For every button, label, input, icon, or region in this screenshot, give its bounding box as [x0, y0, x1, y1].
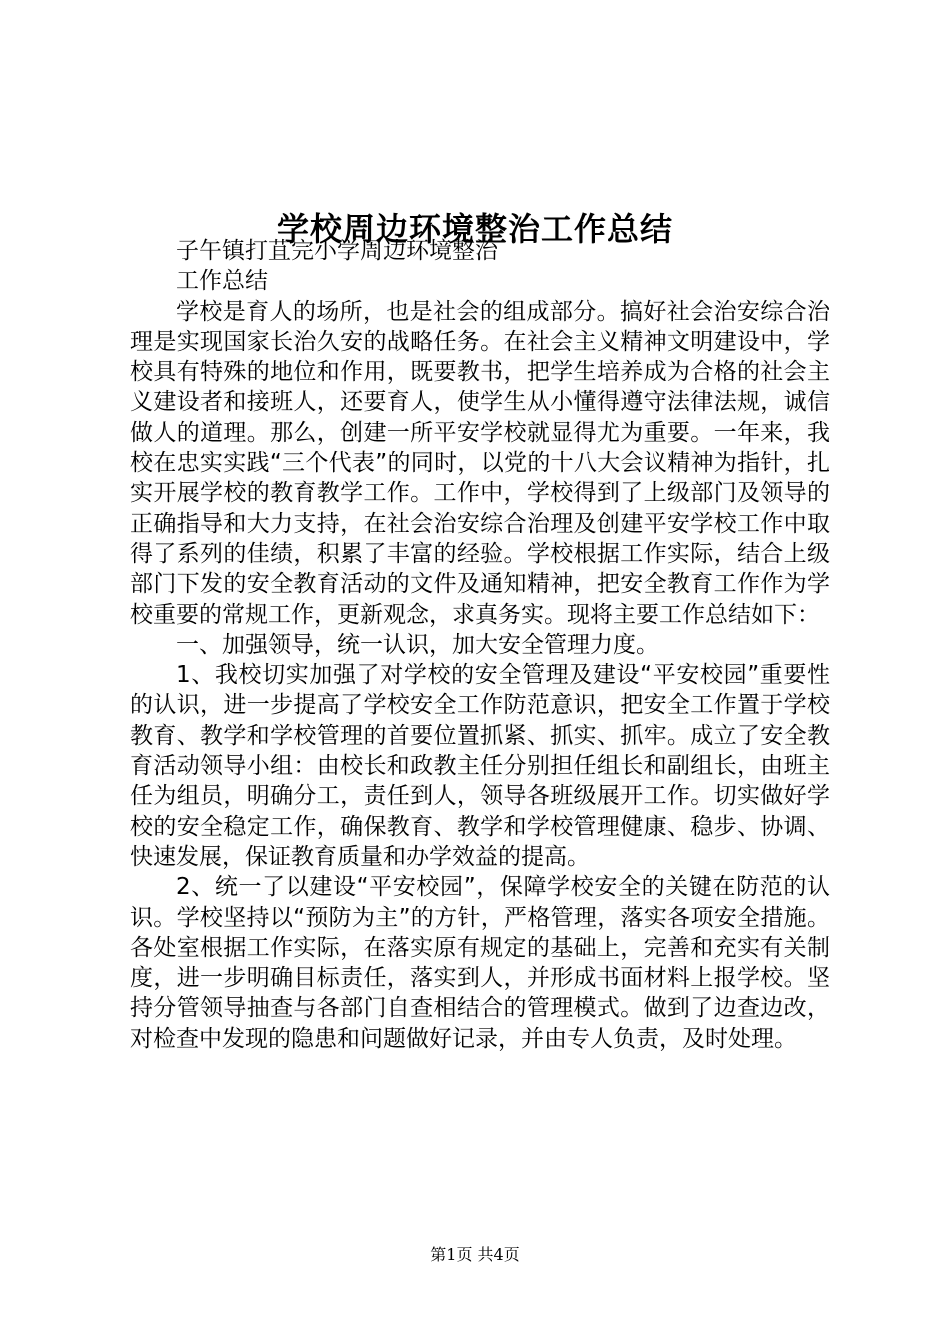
document-title: 学校周边环境整治工作总结 — [276, 210, 673, 249]
paragraph-item-2: 2、统一了以建设“平安校园”，保障学校安全的关键在防范的认识。学校坚持以“预防为主”的方针，严格管理，落实各项安全措施。各处室根据工作实际，在落实原有规定的基础上，完善和充实有关制度，进一步明确目标责任，落实到人，并形成书面材料上报学校。坚持分管领导抽查与各部门自查相结合的管理模式。做到了边查边改，对检查中发现的隐患和问题做好记录，并由专人负责，及时处理。 — [130, 874, 830, 1052]
subtitle-line-2: 工作总结 — [176, 268, 268, 295]
document-body — [130, 236, 830, 1054]
section-heading-1: 一、加强领导，统一认识，加大安全管理力度。 — [176, 631, 659, 658]
page-number-footer: 第1页 共4页 — [430, 1245, 520, 1264]
intro-paragraph: 学校是育人的场所，也是社会的组成部分。搞好社会治安综合治理是实现国家长治久安的战略任务。在社会主义精神文明建设中，学校具有特殊的地位和作用，既要教书，把学生培养成为合格的社会主义建设者和接班人，还要育人，使学生从小懂得遵守法律法规，诚信做人的道理。那么，创建一所平安学校就显得尤为重要。一年来，我校在忠实实践“三个代表”的同时，以党的十八大会议精神为指针，扎实开展学校的教育教学工作。工作中，学校得到了上级部门及领导的正确指导和大力支持，在社会治安综合治理及创建平安学校工作中取得了系列的佳绩，积累了丰富的经验。学校根据工作实际，结合上级部门下发的安全教育活动的文件及通知精神，把安全教育工作作为学校重要的常规工作，更新观念，求真务实。现将主要工作总结如下： — [130, 298, 830, 628]
paragraph-item-1: 1、我校切实加强了对学校的安全管理及建设“平安校园”重要性的认识，进一步提高了学校安全工作防范意识，把安全工作置于学校教育、教学和学校管理的首要位置抓紧、抓实、抓牢。成立了安全教育活动领导小组：由校长和政教主任分别担任组长和副组长，由班主任为组员，明确分工，责任到人，领导各班级展开工作。切实做好学校的安全稳定工作，确保教育、教学和学校管理健康、稳步、协调、快速发展，保证教育质量和办学效益的提高。 — [130, 662, 830, 870]
subtitle-line-1: 子午镇打苴完小学周边环境整治 — [176, 238, 498, 264]
